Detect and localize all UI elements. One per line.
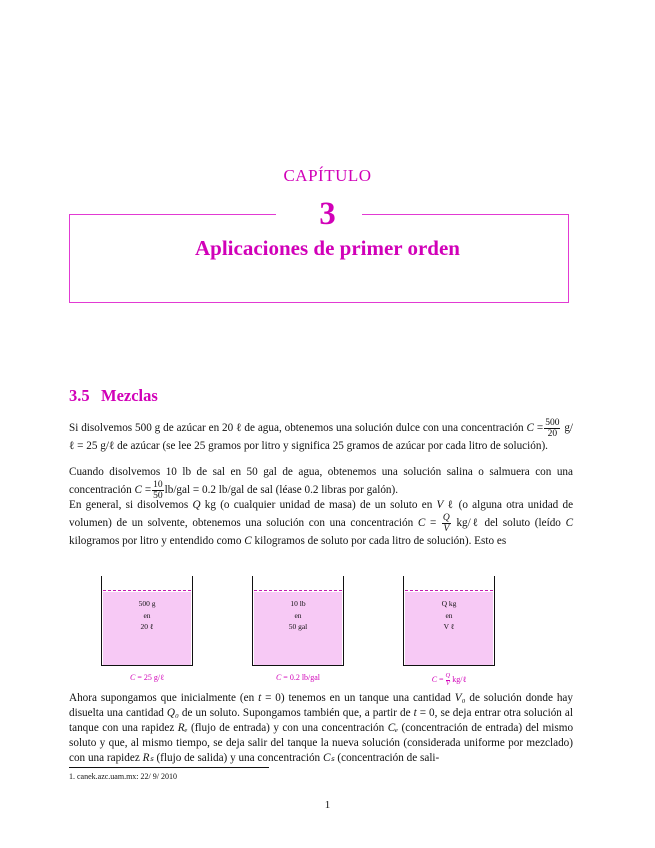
page-number: 1 bbox=[324, 799, 331, 811]
tank-content: 10 lb en 50 gal bbox=[288, 599, 308, 631]
fraction-10-50: $\frac{10}{50}$ bbox=[153, 480, 163, 501]
tank-sugar bbox=[101, 576, 193, 666]
tank-caption-salt: C = 0.2 lb/gal bbox=[275, 673, 321, 682]
paragraph-general: En general, si disolvemos Q kg (o cualquier unidad de masa) de un soluto en V ℓ (o alguna otra unidad de volumen) de un solvente, obtenemos una solución con una concentración C = $\frac{Q}{V}$ kg/ℓ del soluto (leído C kilogramos por litro y entendido como C kilogramos de soluto por cada litro de solución). Esto es bbox=[69, 499, 574, 547]
footnote: 1. canek.azc.uam.mx: 22/ 9/ 2010 bbox=[69, 772, 177, 781]
chapter-number: 3 bbox=[319, 196, 336, 232]
section-title: Mezclas bbox=[101, 386, 158, 405]
chapter-title: Aplicaciones de primer orden bbox=[194, 236, 460, 260]
tank-caption-sugar: C = 25 g/ℓ bbox=[130, 673, 164, 682]
tank-content: Q kg en V ℓ bbox=[441, 599, 457, 631]
footnote-rule bbox=[69, 767, 269, 768]
tank-salt bbox=[252, 576, 344, 666]
paragraph-sugar: Si disolvemos 500 g de azúcar en 20 ℓ de agua, obtenemos una solución dulce con una concentración C = $\frac{500}{20}$ g/ℓ = 25 g/ℓ de azúcar (se lee 25 gramos por litro y significa 25 gramos de azúcar por cada litro de solución). bbox=[69, 418, 574, 452]
tank-content: 500 g en 20 ℓ bbox=[138, 599, 156, 631]
paragraph-salt: Cuando disolvemos 10 lb de sal en 50 gal de agua, obtenemos una solución salina o salmuera con una concentración C = $\frac{10}{50}$ lb/gal = 0.2 lb/gal de sal (léase 0.2 libras por galón). bbox=[69, 466, 573, 501]
fraction-q-v: $\frac{Q}{V}$ bbox=[442, 513, 450, 534]
section-number: 3.5 bbox=[69, 386, 90, 405]
fraction-500-20: $\frac{500}{20}$ bbox=[545, 418, 560, 439]
tank-general bbox=[403, 576, 495, 666]
paragraph-tank-setup: Ahora supongamos que inicialmente (en t = 0) tenemos en un tanque una cantidad V₀ de solución donde hay disuelta una cantidad Q₀ de un soluto. Supongamos también que, a partir de t = 0, se deja entrar otra solución al tanque con una rapidez Rₑ (flujo de entrada) y con una concentración Cₑ (concentración de entrada) del mismo soluto y que, al mismo tiempo, se deja salir del tanque la nueva solución (considerada uniforme por mezclado) con una rapidez Rₛ (flujo de salida) y una concentración Cₛ (concentración de sali- bbox=[69, 692, 574, 764]
section-heading bbox=[69, 386, 158, 406]
chapter-label: CAPÍTULO bbox=[283, 166, 372, 185]
tank-caption-general: C = $\frac{Q}{V}$ kg/ℓ bbox=[431, 672, 467, 687]
